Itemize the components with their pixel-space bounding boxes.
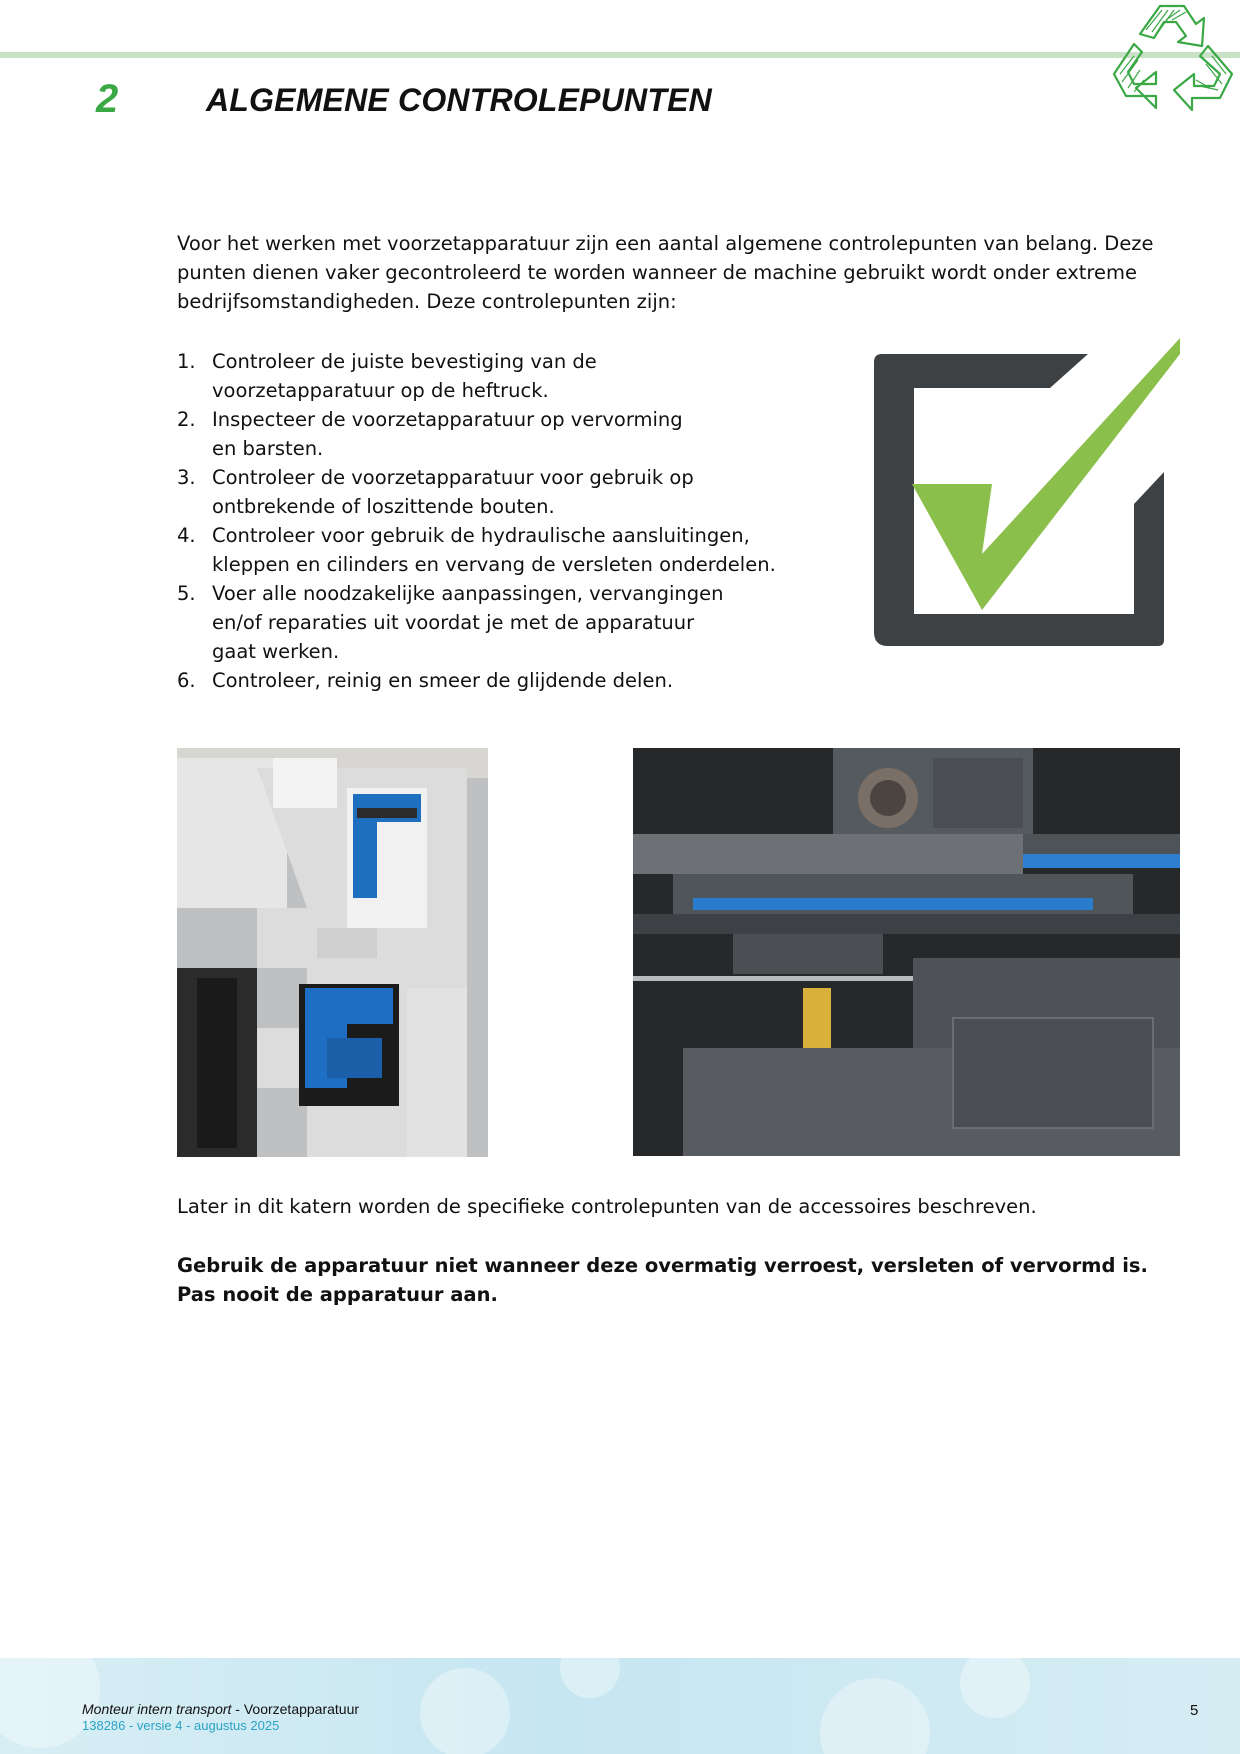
warning-line-2: Pas nooit de apparatuur aan. — [177, 1283, 498, 1306]
list-item — [177, 405, 797, 463]
footer-bubble — [420, 1668, 510, 1754]
list-item-number: 1. — [177, 350, 196, 373]
later-paragraph: Later in dit katern worden de specifieke controlepunten van de accessoires beschreven. — [177, 1195, 1037, 1218]
footer-subject: - Voorzetapparatuur — [231, 1701, 360, 1717]
list-item-number: 6. — [177, 669, 196, 692]
footer-bubble — [820, 1678, 930, 1754]
list-item — [177, 463, 797, 521]
list-item-text: Voer alle noodzakelijke aanpassingen, vervangingen en/of reparaties uit voordat je met de apparatuur gaat werken. — [212, 582, 724, 663]
checkbox-checked-icon — [870, 336, 1184, 648]
list-item-text: Controleer de voorzetapparatuur voor gebruik op ontbrekende of loszittende bouten. — [212, 466, 694, 518]
warning-paragraph — [177, 1251, 1177, 1309]
recycle-icon — [1100, 0, 1240, 118]
footer-course: Monteur intern transport — [82, 1701, 232, 1717]
list-item-number: 3. — [177, 466, 196, 489]
footer-title — [82, 1700, 359, 1718]
photo-profile-slides — [177, 748, 488, 1157]
footer-bubble — [960, 1658, 1030, 1718]
page-number: 5 — [1190, 1702, 1199, 1719]
photo-mast-slides — [633, 748, 1180, 1156]
list-item-number: 5. — [177, 582, 196, 605]
chapter-title: ALGEMENE CONTROLEPUNTEN — [206, 82, 712, 118]
list-item-number: 2. — [177, 408, 196, 431]
list-item-text: Controleer de juiste bevestiging van de voorzetapparatuur op de heftruck. — [212, 350, 597, 402]
footer-version: 138286 - versie 4 - augustus 2025 — [82, 1718, 280, 1733]
footer-bubble — [560, 1658, 620, 1698]
list-item-number: 4. — [177, 524, 196, 547]
list-item — [177, 521, 797, 579]
checklist — [177, 347, 797, 695]
warning-line-1: Gebruik de apparatuur niet wanneer deze overmatig verroest, versleten of vervormd is. — [177, 1254, 1148, 1277]
chapter-number: 2 — [96, 77, 119, 121]
list-item-text: Inspecteer de voorzetapparatuur op vervorming en barsten. — [212, 408, 683, 460]
list-item — [177, 579, 797, 666]
list-item-text: Controleer, reinig en smeer de glijdende delen. — [212, 669, 674, 692]
list-item — [177, 666, 797, 695]
list-item-text: Controleer voor gebruik de hydraulische aansluitingen, kleppen en cilinders en vervang de versleten onderdelen. — [212, 524, 776, 576]
list-item — [177, 347, 797, 405]
header-rule — [0, 52, 1240, 58]
intro-paragraph: Voor het werken met voorzetapparatuur zijn een aantal algemene controlepunten van belang. Deze punten dienen vaker gecontroleerd te worden wanneer de machine gebruikt wordt onder extreme bedrijfsomstandigheden. Deze controlepunten zijn: — [177, 232, 1154, 313]
